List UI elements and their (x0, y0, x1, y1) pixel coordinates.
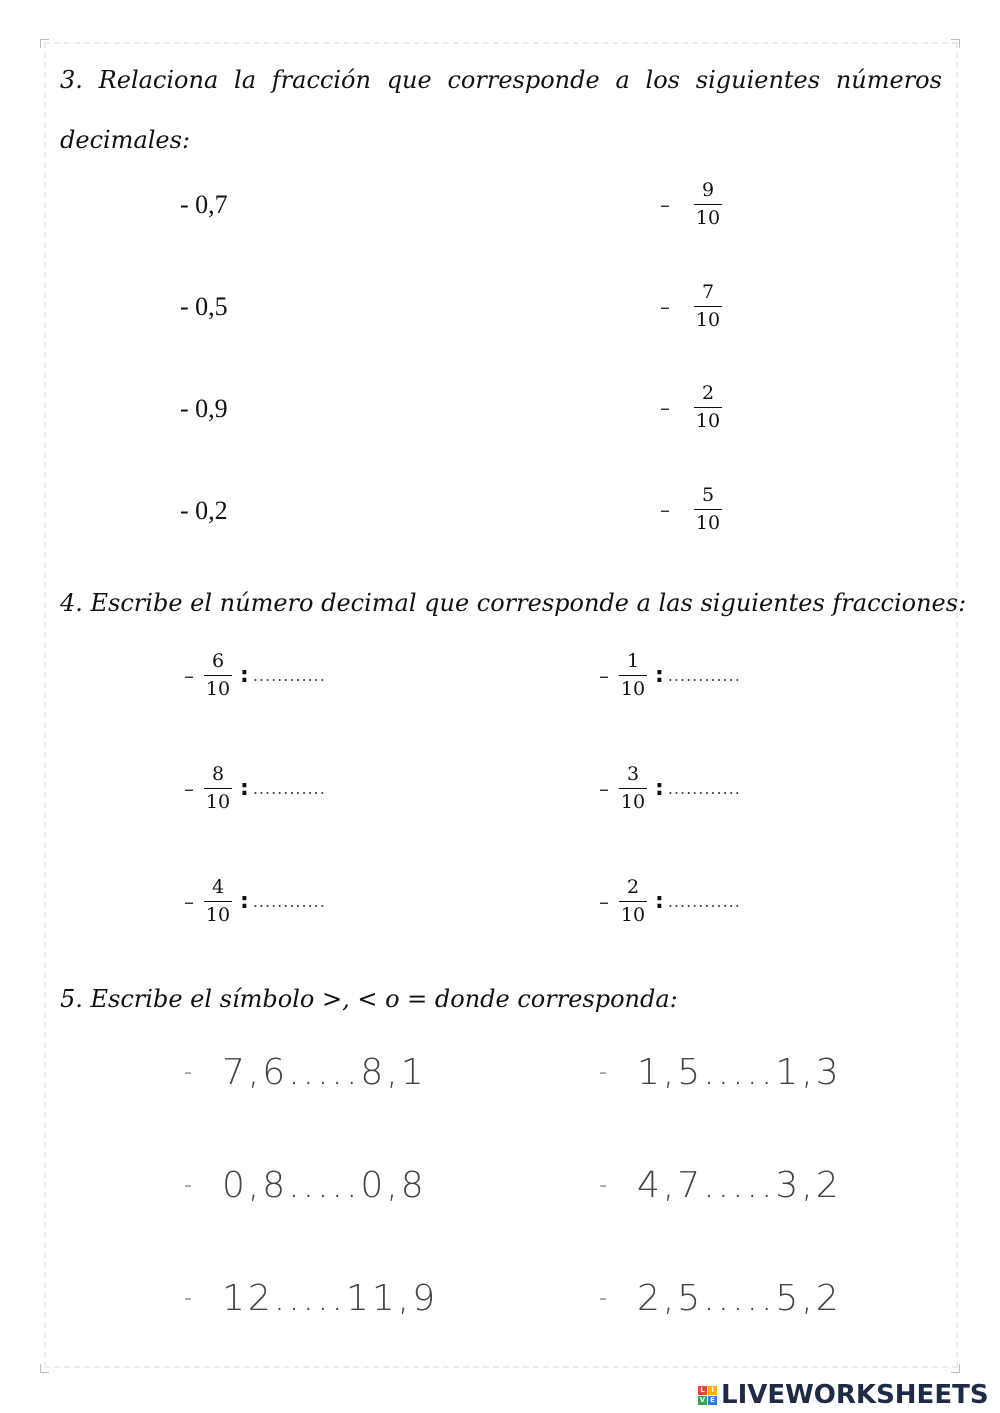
numerator: 2 (701, 382, 715, 404)
decimal-item[interactable]: - 0,2 (180, 496, 228, 525)
answer-blank[interactable]: ............ (667, 779, 741, 798)
dash: - (184, 1060, 192, 1085)
decimal-item[interactable]: - 0,7 (180, 190, 228, 219)
denominator: 10 (205, 678, 231, 700)
dash: - (184, 1286, 192, 1311)
colon: : (655, 776, 664, 801)
comparison-item (184, 1052, 427, 1093)
title-word: números (835, 66, 942, 94)
fraction-exercise (184, 652, 326, 699)
fraction (694, 486, 722, 533)
dash: – (660, 294, 670, 319)
logo-letter: E (708, 1396, 717, 1405)
dash: – (184, 889, 194, 914)
fraction (619, 878, 647, 925)
numerator: 6 (211, 650, 225, 672)
comparison-expression[interactable]: 2,5.....5,2 (636, 1278, 842, 1319)
fraction-item[interactable] (660, 486, 722, 533)
dash: – (660, 497, 670, 522)
title-word: a (615, 66, 630, 94)
numerator: 4 (211, 876, 225, 898)
fraction-exercise (599, 765, 741, 812)
colon: : (240, 889, 249, 914)
title-word: la (234, 66, 257, 94)
denominator: 10 (620, 791, 646, 813)
title-word: Relaciona (98, 66, 219, 94)
section5-title: 5. Escribe el símbolo >, < o = donde corresponda: (60, 985, 678, 1013)
fraction (204, 652, 232, 699)
answer-blank[interactable]: ............ (252, 892, 326, 911)
corner-mark (951, 39, 960, 48)
liveworksheets-logo[interactable] (698, 1380, 989, 1410)
logo-icon (698, 1386, 717, 1405)
dash: – (599, 776, 609, 801)
denominator: 10 (205, 904, 231, 926)
title-word: siguientes (695, 66, 821, 94)
denominator: 10 (695, 512, 721, 534)
answer-blank[interactable]: ............ (667, 666, 741, 685)
comparison-expression[interactable]: 1,5.....1,3 (636, 1052, 842, 1093)
dash: – (599, 663, 609, 688)
fraction-exercise (599, 878, 741, 925)
comparison-item (599, 1165, 842, 1206)
fraction-exercise (184, 765, 326, 812)
denominator: 10 (695, 410, 721, 432)
fraction (694, 181, 722, 228)
dash: – (184, 776, 194, 801)
decimal-item[interactable]: - 0,9 (180, 394, 228, 423)
denominator: 10 (205, 791, 231, 813)
dash: – (599, 889, 609, 914)
logo-letter: V (699, 1395, 706, 1404)
fraction (204, 878, 232, 925)
dash: - (599, 1173, 607, 1198)
colon: : (240, 663, 249, 688)
title-word: que (386, 66, 432, 94)
comparison-item (184, 1165, 427, 1206)
comparison-expression[interactable]: 0,8.....0,8 (221, 1165, 427, 1206)
fraction-exercise (184, 878, 326, 925)
logo-letter: L (698, 1386, 707, 1395)
fraction (204, 765, 232, 812)
dash: - (599, 1060, 607, 1085)
colon: : (655, 889, 664, 914)
dash: – (660, 192, 670, 217)
dash: - (599, 1286, 607, 1311)
denominator: 10 (695, 309, 721, 331)
fraction (694, 384, 722, 431)
denominator: 10 (620, 904, 646, 926)
title-word: corresponde (447, 66, 600, 94)
answer-blank[interactable]: ............ (252, 666, 326, 685)
numerator: 2 (626, 876, 640, 898)
section3-title-line2: decimales: (60, 126, 191, 154)
comparison-expression[interactable]: 4,7.....3,2 (636, 1165, 842, 1206)
comparison-expression[interactable]: 12.....11,9 (221, 1278, 439, 1319)
fraction-item[interactable] (660, 181, 722, 228)
numerator: 1 (626, 650, 640, 672)
fraction-item[interactable] (660, 384, 722, 431)
section4-title: 4. Escribe el número decimal que corresponde a las siguientes fracciones: (60, 589, 967, 617)
fraction (694, 283, 722, 330)
denominator: 10 (620, 678, 646, 700)
comparison-item (599, 1052, 842, 1093)
fraction-item[interactable] (660, 283, 722, 330)
logo-text: LIVEWORKSHEETS (721, 1380, 989, 1410)
comparison-item (599, 1278, 842, 1319)
corner-mark (40, 1364, 49, 1373)
decimal-item[interactable]: - 0,5 (180, 292, 228, 321)
title-word: fracción (271, 66, 371, 94)
corner-mark (40, 39, 49, 48)
comparison-item (184, 1278, 438, 1319)
title-word: los (645, 66, 680, 94)
fraction (619, 765, 647, 812)
dash: - (184, 1173, 192, 1198)
section3-title (60, 66, 942, 94)
colon: : (655, 663, 664, 688)
dash: – (184, 663, 194, 688)
corner-mark (951, 1364, 960, 1373)
numerator: 3 (626, 763, 640, 785)
colon: : (240, 776, 249, 801)
fraction-exercise (599, 652, 741, 699)
title-word: 3. (60, 66, 83, 94)
logo-letter: I (708, 1386, 717, 1395)
comparison-expression[interactable]: 7,6.....8,1 (221, 1052, 427, 1093)
numerator: 8 (211, 763, 225, 785)
numerator: 9 (701, 179, 715, 201)
numerator: 7 (701, 281, 715, 303)
answer-blank[interactable]: ............ (252, 779, 326, 798)
answer-blank[interactable]: ............ (667, 892, 741, 911)
fraction (619, 652, 647, 699)
dash: – (660, 395, 670, 420)
denominator: 10 (695, 207, 721, 229)
numerator: 5 (701, 484, 715, 506)
